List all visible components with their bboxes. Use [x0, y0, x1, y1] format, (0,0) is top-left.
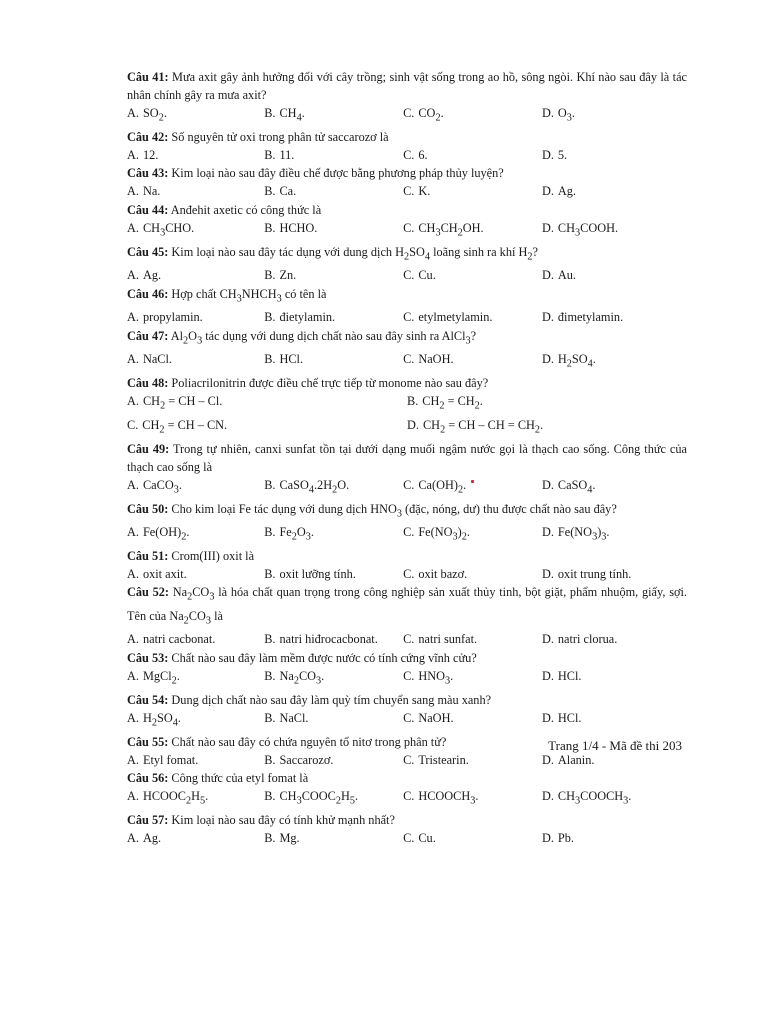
answer-option — [127, 565, 264, 583]
question-text: Anđehit axetic có công thức là — [168, 202, 322, 217]
option-text: natri hiđrocacbonat. — [279, 632, 378, 647]
option-letter: C. — [403, 525, 415, 540]
question-text: Poliacrilonitrin được điều chế trực tiếp từ monome nào sau đây? — [168, 376, 489, 391]
answer-options — [127, 182, 687, 200]
answer-option — [127, 182, 264, 200]
answer-option — [542, 565, 682, 583]
question-stem — [127, 440, 687, 476]
option-text: natri sunfat. — [418, 632, 478, 647]
option-letter: C. — [403, 310, 415, 325]
option-letter: B. — [264, 525, 276, 540]
option-text: Pb. — [557, 831, 574, 846]
question-stem — [127, 201, 687, 219]
option-text: HCl. — [557, 710, 582, 725]
option-letter: C. — [403, 477, 415, 492]
option-letter: D. — [541, 220, 554, 235]
option-letter: A. — [127, 220, 139, 235]
question-item — [127, 327, 687, 374]
answer-option — [127, 751, 264, 769]
option-text: Mg. — [279, 831, 300, 846]
option-text: Ca. — [279, 184, 297, 199]
question-number: Câu 43: — [127, 166, 169, 181]
answer-option — [264, 667, 403, 690]
answer-option — [542, 266, 682, 284]
answer-option — [542, 146, 682, 164]
option-letter: A. — [127, 352, 139, 367]
answer-option — [403, 751, 542, 769]
answer-option — [403, 219, 542, 242]
answer-option — [403, 565, 542, 583]
answer-option — [264, 829, 403, 847]
question-text: Trong tự nhiên, canxi sunfat tồn tại dưới dạng muối ngậm nước gọi là thạch cao sống. Công thức của thạch cao sống là — [127, 441, 687, 474]
answer-option — [127, 523, 264, 546]
question-stem — [127, 811, 687, 829]
answer-option — [403, 709, 542, 732]
answer-options — [127, 523, 687, 546]
question-number: Câu 50: — [127, 501, 169, 516]
option-letter: D. — [541, 710, 554, 725]
option-text: $H_2SO_4$. — [557, 352, 596, 370]
question-text: Hợp chất $CH_3NHCH_3$ có tên là — [168, 286, 327, 305]
question-number: Câu 41: — [127, 70, 169, 84]
question-text: $Al_2O_3$ tác dụng với dung dịch chất nào sau đây sinh ra AlCl$_3$? — [168, 328, 477, 347]
option-text: Tristearin. — [418, 752, 469, 767]
answer-options — [127, 350, 687, 373]
question-item — [127, 164, 687, 200]
option-letter: B. — [264, 310, 276, 325]
answer-option — [127, 476, 264, 499]
answer-options — [127, 146, 687, 164]
option-letter: D. — [541, 525, 554, 540]
question-item — [127, 374, 687, 439]
answer-option — [542, 709, 682, 732]
option-letter: D. — [541, 752, 554, 767]
question-stem — [127, 327, 687, 350]
question-stem — [127, 68, 687, 104]
answer-option — [264, 751, 403, 769]
answer-option — [264, 146, 403, 164]
answer-options — [127, 709, 687, 732]
option-letter: B. — [264, 566, 276, 581]
option-text: HCl. — [557, 668, 582, 683]
answer-option — [127, 829, 264, 847]
option-text: $CH_2$ = CH – CH = $CH_2$. — [422, 417, 544, 436]
question-text: Mưa axit gây ảnh hưởng đối với cây trồng; sinh vật sống trong ao hồ, sông ngòi. Khí nào sau đây là tác nhân chính gây ra mưa axit? — [127, 70, 687, 102]
answer-options — [127, 266, 687, 284]
answer-option — [127, 146, 264, 164]
option-text: $Fe(OH)_2$. — [142, 525, 190, 543]
answer-options — [127, 630, 687, 648]
question-item — [127, 649, 687, 690]
question-item — [127, 691, 687, 732]
option-letter: A. — [127, 184, 139, 199]
answer-option — [542, 787, 682, 810]
answer-option — [264, 523, 403, 546]
question-text: Chất nào sau đây có chứa nguyên tố nitơ trong phân tử? — [168, 734, 447, 749]
option-letter: A. — [127, 394, 139, 409]
question-item — [127, 811, 687, 847]
question-text: Kim loại nào sau đây điều chế được bằng phương pháp thủy luyện? — [168, 166, 504, 181]
option-text: Ag. — [142, 831, 162, 846]
answer-option — [264, 308, 403, 326]
option-text: Ag. — [142, 268, 162, 283]
answer-options — [127, 476, 687, 499]
answer-option — [403, 146, 542, 164]
question-text: Dung dịch chất nào sau đây làm quỳ tím chuyển sang màu xanh? — [168, 692, 492, 707]
option-letter: C. — [403, 632, 415, 647]
question-stem — [127, 164, 687, 182]
option-text: $CH_3COOC_2H_5$. — [279, 789, 359, 807]
option-text: 6. — [418, 147, 428, 162]
option-text: NaCl. — [142, 352, 172, 367]
answer-option — [542, 630, 682, 648]
option-text: Cu. — [418, 268, 436, 283]
answer-option — [264, 104, 403, 127]
option-letter: B. — [264, 831, 276, 846]
answer-option — [542, 104, 682, 127]
option-letter: D. — [541, 668, 554, 683]
answer-option — [403, 104, 542, 127]
question-text: Công thức của etyl fomat là — [168, 771, 309, 786]
option-text: 12. — [142, 147, 159, 162]
question-stem — [127, 243, 687, 266]
answer-option — [542, 829, 682, 847]
answer-options — [127, 565, 687, 583]
question-item — [127, 583, 687, 648]
option-letter: B. — [264, 352, 276, 367]
answer-option — [542, 523, 682, 546]
option-text: oxit axit. — [142, 566, 187, 581]
option-text: K. — [418, 184, 431, 199]
option-letter: B. — [264, 668, 276, 683]
question-number: Câu 56: — [127, 771, 169, 786]
answer-options — [127, 787, 687, 810]
answer-option — [264, 350, 403, 373]
option-letter: B. — [264, 268, 276, 283]
option-letter: A. — [127, 525, 139, 540]
question-stem — [127, 547, 687, 565]
option-text: $CH_2$ = CH – CN. — [142, 417, 228, 436]
option-letter: A. — [127, 268, 139, 283]
answer-option — [264, 219, 403, 242]
question-number: Câu 54: — [127, 692, 169, 707]
option-letter: A. — [127, 789, 139, 804]
answer-options — [127, 219, 687, 242]
question-stem — [127, 374, 687, 392]
option-text: 11. — [279, 147, 295, 162]
option-text: HCl. — [279, 352, 304, 367]
answer-option — [542, 219, 682, 242]
answer-option — [407, 416, 687, 439]
option-letter: D. — [541, 310, 554, 325]
question-stem — [127, 583, 687, 630]
option-text: $CH_3CH_2OH$. — [418, 220, 484, 239]
option-letter: B. — [264, 632, 276, 647]
question-number: Câu 51: — [127, 548, 169, 563]
option-letter: C. — [403, 789, 415, 804]
question-number: Câu 47: — [127, 328, 169, 343]
option-text: CaSO$_4$. — [557, 477, 596, 496]
option-text: propylamin. — [142, 310, 203, 325]
option-text: $Ca(OH)_2$. — [418, 477, 467, 496]
option-letter: A. — [127, 668, 139, 683]
answer-option — [542, 182, 682, 200]
option-text: oxit bazơ. — [418, 566, 468, 581]
option-text: HCHO. — [279, 220, 318, 235]
option-letter: B. — [407, 394, 419, 409]
question-item — [127, 285, 687, 326]
option-text: $HCOOC_2H_5$. — [142, 789, 209, 807]
answer-options — [127, 392, 687, 439]
option-letter: A. — [127, 752, 139, 767]
answer-option — [127, 667, 264, 690]
option-text: Na. — [142, 184, 161, 199]
answer-option — [264, 182, 403, 200]
option-text: $Na_2CO_3$. — [279, 668, 325, 687]
question-text: Chất nào sau đây làm mềm được nước có tính cứng vĩnh cửu? — [168, 650, 477, 665]
option-letter: C. — [403, 268, 415, 283]
question-stem — [127, 649, 687, 667]
option-letter: C. — [403, 752, 415, 767]
answer-option — [403, 787, 542, 810]
page-footer: Trang 1/4 - Mã đề thi 203 — [548, 738, 682, 753]
option-text: $CH_4$. — [279, 106, 305, 124]
option-letter: A. — [127, 477, 139, 492]
question-stem — [127, 285, 687, 308]
option-letter: D. — [541, 147, 554, 162]
question-number: Câu 45: — [127, 244, 169, 259]
answer-option — [542, 667, 682, 690]
option-text: $Fe(NO_3)_3$. — [557, 525, 610, 543]
question-item — [127, 201, 687, 242]
option-text: MgCl$_2$. — [142, 668, 180, 687]
answer-option — [403, 182, 542, 200]
option-letter: A. — [127, 710, 139, 725]
option-text: CaCO$_3$. — [142, 477, 182, 496]
option-letter: D. — [541, 184, 554, 199]
question-number: Câu 55: — [127, 734, 169, 749]
option-letter: B. — [264, 106, 276, 120]
option-text: Zn. — [279, 268, 297, 283]
option-letter: B. — [264, 752, 276, 767]
option-letter: A. — [127, 632, 139, 647]
option-text: $CH_2 = CH_2$. — [422, 394, 483, 412]
answer-option — [127, 219, 264, 242]
option-text: $CH_3COOCH_3$. — [557, 789, 632, 807]
option-letter: D. — [541, 477, 554, 492]
option-text: $CaSO_4.2H_2O$. — [279, 477, 350, 496]
question-item — [127, 440, 687, 499]
option-letter: D. — [541, 566, 554, 581]
option-text: 5. — [557, 147, 568, 162]
question-stem — [127, 500, 687, 523]
answer-option — [264, 266, 403, 284]
option-letter: A. — [127, 106, 139, 120]
option-text: $CH_3CHO$. — [142, 220, 195, 239]
answer-option — [542, 476, 682, 499]
option-text: $CH_2$ = CH – Cl. — [142, 394, 223, 412]
answer-option — [264, 476, 403, 499]
option-text: natri clorua. — [557, 632, 618, 647]
answer-option — [407, 392, 687, 415]
answer-option — [264, 709, 403, 732]
option-letter: C. — [403, 710, 415, 725]
question-text: Kim loại nào sau đây tác dụng với dung dịch $H_2SO_4$ loãng sinh ra khí $H_2$? — [168, 244, 538, 263]
question-number: Câu 49: — [127, 441, 170, 456]
answer-options — [127, 104, 687, 127]
question-text: $Na_2CO_3$ là hóa chất quan trọng trong công nghiệp sản xuất thủy tinh, bột giặt, phẩm nhuộm, giấy, sợi. Tên của $Na_2CO_3$ là — [127, 585, 687, 627]
option-letter: D. — [541, 831, 554, 846]
option-text: NaOH. — [418, 710, 454, 725]
answer-option — [403, 350, 542, 373]
option-letter: C. — [403, 566, 415, 581]
option-letter: D. — [541, 268, 554, 283]
question-item — [127, 243, 687, 284]
answer-option — [127, 308, 264, 326]
option-letter: C. — [403, 352, 415, 367]
option-letter: C. — [403, 147, 415, 162]
option-letter: B. — [264, 220, 276, 235]
option-text: $HNO_3$. — [418, 668, 454, 687]
option-text: oxit lưỡng tính. — [279, 566, 356, 581]
question-item — [127, 128, 687, 164]
question-stem — [127, 691, 687, 709]
question-stem — [127, 128, 687, 146]
answer-options — [127, 667, 687, 690]
question-text: Crom(III) oxit là — [168, 548, 255, 563]
question-number: Câu 42: — [127, 129, 169, 144]
question-text: Cho kim loại Fe tác dụng với dung dịch $HNO_3$ (đặc, nóng, dư) thu được chất nào sau đây? — [168, 501, 617, 520]
answer-option — [542, 308, 682, 326]
option-text: đietylamin. — [279, 310, 336, 325]
option-text: $Fe(NO_3)_2$. — [418, 525, 470, 543]
option-letter: D. — [541, 352, 554, 367]
answer-option — [542, 350, 682, 373]
option-text: đimetylamin. — [557, 310, 624, 325]
option-text: $HCOOCH_3$. — [418, 789, 479, 807]
answer-option — [403, 523, 542, 546]
option-letter: C. — [403, 220, 415, 235]
option-text: NaCl. — [279, 710, 309, 725]
answer-option — [127, 350, 264, 373]
option-text: Etyl fomat. — [142, 752, 199, 767]
option-text: Saccarozơ. — [279, 752, 334, 767]
option-letter: C. — [403, 831, 415, 846]
answer-options — [127, 308, 687, 326]
option-letter: D. — [541, 789, 554, 804]
option-text: $H_2SO_4$. — [142, 710, 181, 729]
option-letter: C. — [127, 417, 139, 432]
option-text: Ag. — [557, 184, 577, 199]
option-text: $CH_3COOH$. — [557, 220, 619, 239]
red-ink-dot — [471, 480, 474, 483]
option-letter: D. — [541, 106, 554, 120]
question-number: Câu 52: — [127, 585, 170, 600]
option-text: natri cacbonat. — [142, 632, 216, 647]
option-letter: D. — [407, 417, 419, 432]
option-text: $O_3$. — [557, 106, 575, 124]
question-number: Câu 46: — [127, 286, 169, 301]
answer-option — [127, 104, 264, 127]
question-item — [127, 547, 687, 583]
answer-option — [403, 667, 542, 690]
option-letter: C. — [403, 668, 415, 683]
option-text: Au. — [557, 268, 577, 283]
option-letter: A. — [127, 831, 139, 846]
option-letter: C. — [403, 184, 415, 199]
question-item — [127, 500, 687, 547]
answer-option — [403, 630, 542, 648]
answer-option — [127, 416, 407, 439]
option-letter: A. — [127, 147, 139, 162]
option-text: Alanin. — [557, 752, 595, 767]
option-letter: B. — [264, 147, 276, 162]
option-text: $SO_2$. — [142, 106, 167, 124]
option-text: $Fe_2O_3$. — [279, 525, 314, 543]
option-text: oxit trung tính. — [557, 566, 632, 581]
answer-option — [264, 565, 403, 583]
option-letter: B. — [264, 184, 276, 199]
answer-option — [403, 829, 542, 847]
answer-option — [403, 266, 542, 284]
option-text: $CO_2$. — [418, 106, 444, 124]
option-letter: B. — [264, 477, 276, 492]
option-letter: A. — [127, 566, 139, 581]
answer-option — [403, 308, 542, 326]
option-letter: B. — [264, 789, 276, 804]
answer-option — [127, 787, 264, 810]
question-item — [127, 68, 687, 127]
question-item — [127, 769, 687, 810]
option-text: NaOH. — [418, 352, 454, 367]
question-number: Câu 48: — [127, 376, 169, 391]
answer-option — [127, 630, 264, 648]
question-text: Kim loại nào sau đây có tính khử mạnh nhất? — [168, 813, 395, 828]
answer-option — [264, 787, 403, 810]
question-number: Câu 57: — [127, 813, 169, 828]
option-letter: C. — [403, 106, 415, 120]
answer-option — [127, 266, 264, 284]
question-list — [127, 68, 687, 848]
answer-option — [127, 392, 407, 415]
answer-option — [264, 630, 403, 648]
option-text: Cu. — [418, 831, 436, 846]
question-text: Số nguyên tử oxi trong phân tử saccarozơ là — [168, 129, 389, 144]
option-text: etylmetylamin. — [418, 310, 493, 325]
option-letter: D. — [541, 632, 554, 647]
answer-options — [127, 829, 687, 847]
question-number: Câu 53: — [127, 650, 169, 665]
answer-option — [127, 709, 264, 732]
option-letter: B. — [264, 710, 276, 725]
option-letter: A. — [127, 310, 139, 325]
question-number: Câu 44: — [127, 202, 169, 217]
question-stem — [127, 769, 687, 787]
